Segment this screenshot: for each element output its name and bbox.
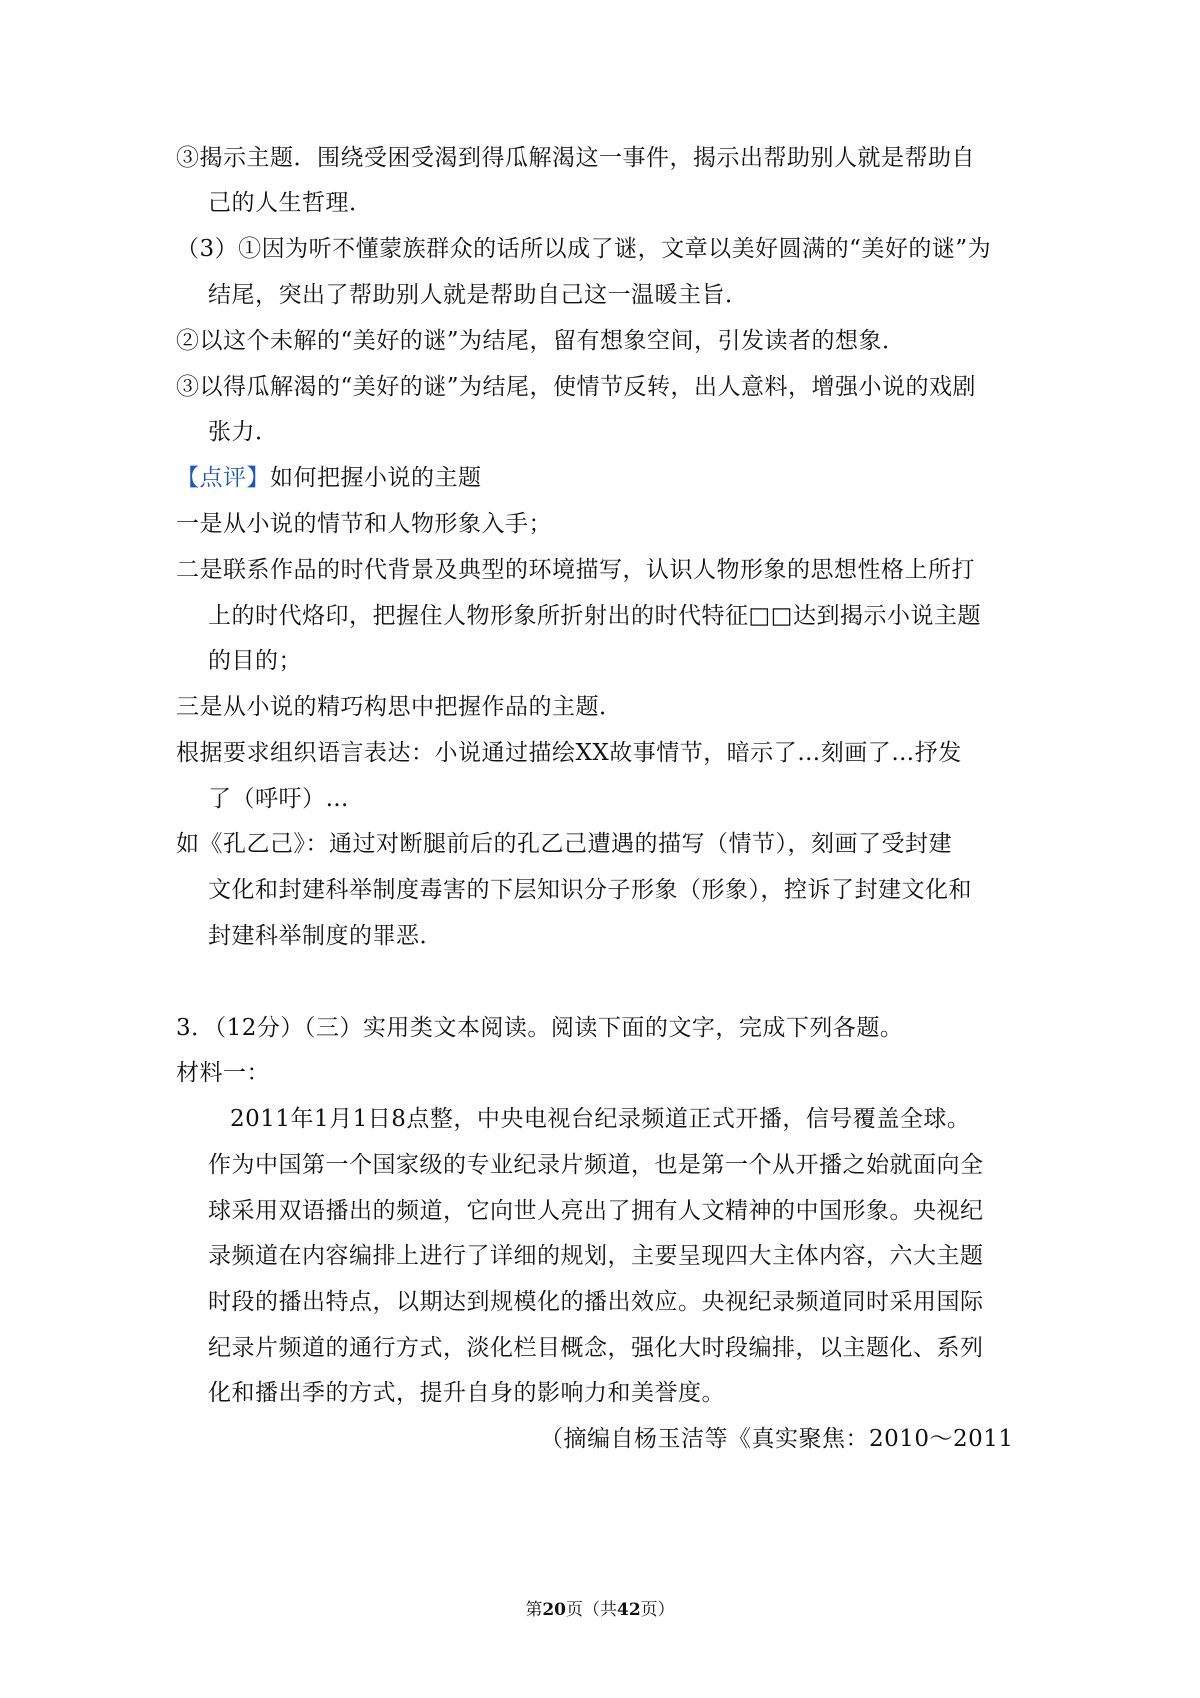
material-label: 材料一： bbox=[176, 1060, 270, 1086]
comment-title: 如何把握小说的主题 bbox=[270, 465, 482, 491]
comment-line: 文化和封建科举制度毒害的下层知识分子形象（形象），控诉了封建文化和 bbox=[208, 877, 972, 903]
answer-line: 张力． bbox=[208, 419, 279, 445]
answer-line: （3）①因为听不懂蒙族群众的话所以成了谜，文章以美好圆满的“美好的谜”为 bbox=[176, 236, 992, 262]
page-number: 20 bbox=[542, 1600, 566, 1620]
comment-tag: 【点评】 bbox=[176, 465, 270, 491]
comment-line: 封建科举制度的罪恶． bbox=[208, 923, 443, 949]
question-heading: 3．（12分）（三）实用类文本阅读。阅读下面的文字，完成下列各题。 bbox=[176, 1015, 904, 1041]
comment-line: 了（呼吁）… bbox=[208, 786, 349, 812]
footer-suffix: 页） bbox=[640, 1600, 675, 1620]
material-line: 录频道在内容编排上进行了详细的规划，主要呈现四大主体内容，六大主题 bbox=[208, 1243, 984, 1269]
comment-line: 三是从小说的精巧构思中把握作品的主题． bbox=[176, 694, 623, 720]
comment-heading bbox=[176, 463, 482, 493]
comment-line: 如《孔乙己》：通过对断腿前后的孔乙己遭遇的描写（情节），刻画了受封建 bbox=[176, 831, 952, 857]
page-footer bbox=[0, 1598, 1200, 1622]
footer-prefix: 第 bbox=[525, 1600, 543, 1620]
material-line: 时段的播出特点，以期达到规模化的播出效应。央视纪录频道同时采用国际 bbox=[208, 1289, 984, 1315]
material-line: 纪录片频道的通行方式，淡化栏目概念，强化大时段编排，以主题化、系列 bbox=[208, 1335, 984, 1361]
answer-line: ③以得瓜解渴的“美好的谜”为结尾，使情节反转，出人意料，增强小说的戏剧 bbox=[176, 374, 977, 400]
page-total: 42 bbox=[617, 1600, 641, 1620]
answer-line: ②以这个未解的“美好的谜”为结尾，留有想象空间，引发读者的想象． bbox=[176, 328, 906, 354]
answer-line: 己的人生哲理． bbox=[208, 190, 373, 216]
comment-line: 上的时代烙印，把握住人物形象所折射出的时代特征□□达到揭示小说主题 bbox=[208, 603, 981, 629]
comment-line: 二是联系作品的时代背景及典型的环境描写，认识人物形象的思想性格上所打 bbox=[176, 557, 975, 583]
material-line: 化和播出季的方式，提升自身的影响力和美誉度。 bbox=[208, 1380, 725, 1406]
footer-middle: 页（共 bbox=[566, 1600, 617, 1620]
comment-line: 的目的； bbox=[208, 648, 302, 674]
source-citation: （摘编自杨玉洁等《真实聚焦：2010～2011 bbox=[540, 1426, 1014, 1452]
answer-line: 结尾，突出了帮助别人就是帮助自己这一温暖主旨． bbox=[208, 282, 749, 308]
material-line: 2011年1月1日8点整，中央电视台纪录频道正式开播，信号覆盖全球。 bbox=[230, 1106, 971, 1132]
material-line: 球采用双语播出的频道，它向世人亮出了拥有人文精神的中国形象。央视纪 bbox=[208, 1198, 984, 1224]
comment-line: 一是从小说的情节和人物形象入手； bbox=[176, 511, 552, 537]
material-line: 作为中国第一个国家级的专业纪录片频道，也是第一个从开播之始就面向全 bbox=[208, 1152, 984, 1178]
comment-line: 根据要求组织语言表达：小说通过描绘XX故事情节，暗示了…刻画了…抒发 bbox=[176, 740, 962, 766]
answer-line: ③揭示主题．围绕受困受渴到得瓜解渴这一事件，揭示出帮助别人就是帮助自 bbox=[176, 145, 975, 171]
